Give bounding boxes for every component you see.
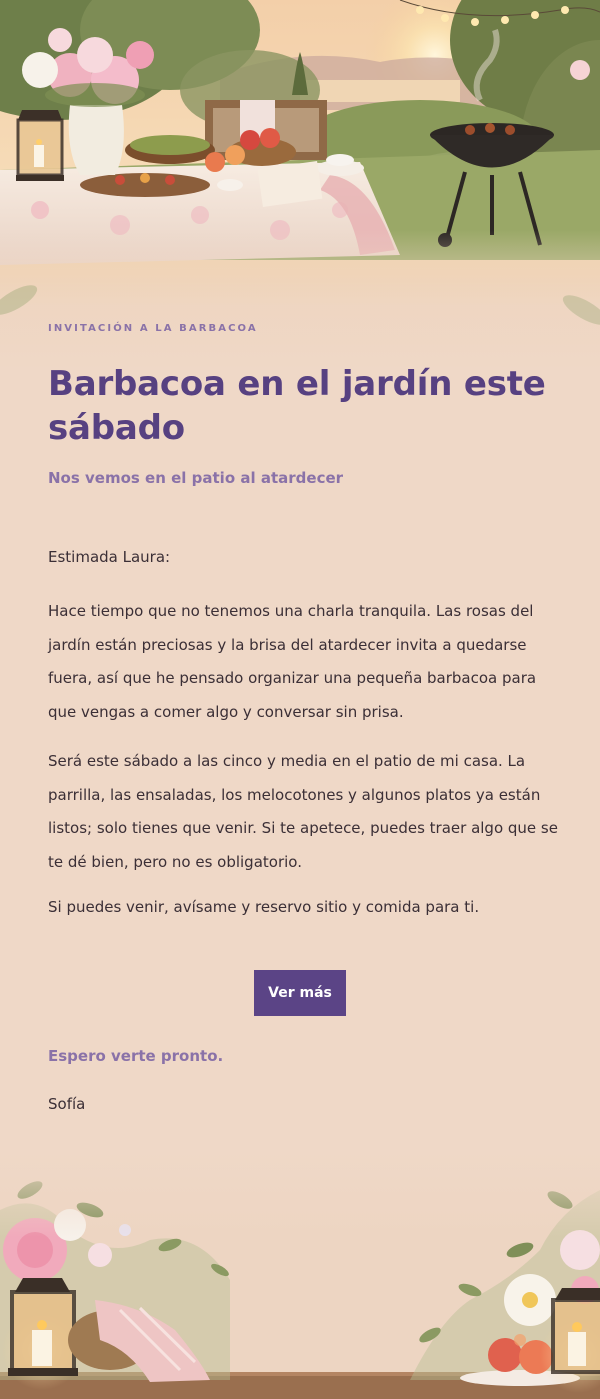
floral-lanterns-illustration xyxy=(0,1150,600,1399)
paragraph: Será este sábado a las cinco y media en el patio de mi casa. La parrilla, las ensaladas, los melocotones y algunos platos ya están listos; solo tienes que venir. Si te apetece, puedes traer algo que se te dé bien, pero no es obligatorio. xyxy=(48,752,558,871)
cta-container xyxy=(48,970,552,1016)
paragraph: Hace tiempo que no tenemos una charla tranquila. Las rosas del jardín están preciosas y la brisa del atardecer invita a quedarse fuera, así que he pensado organizar una pequeña barbacoa para que vengas a comer algo y conversar sin prisa. xyxy=(48,602,537,721)
paragraph: Si puedes venir, avísame y reservo sitio y comida para ti. xyxy=(48,898,480,916)
email-content xyxy=(48,322,558,1114)
salutation: Estimada Laura: xyxy=(48,548,171,566)
lantern-icon xyxy=(16,110,64,181)
signature: Sofía xyxy=(48,1094,86,1113)
ver-mas-button[interactable]: Ver más xyxy=(254,970,346,1016)
email-title: Barbacoa en el jardín este sábado xyxy=(48,364,546,448)
email-subtitle: Nos vemos en el patio al atardecer xyxy=(48,469,344,487)
garden-bbq-illustration xyxy=(0,0,600,370)
footer-image xyxy=(0,1150,600,1399)
eyebrow-label: INVITACIÓN A LA BARBACOA xyxy=(48,323,258,334)
hero-image xyxy=(0,0,600,370)
closing-line: Espero verte pronto. xyxy=(48,1046,224,1065)
